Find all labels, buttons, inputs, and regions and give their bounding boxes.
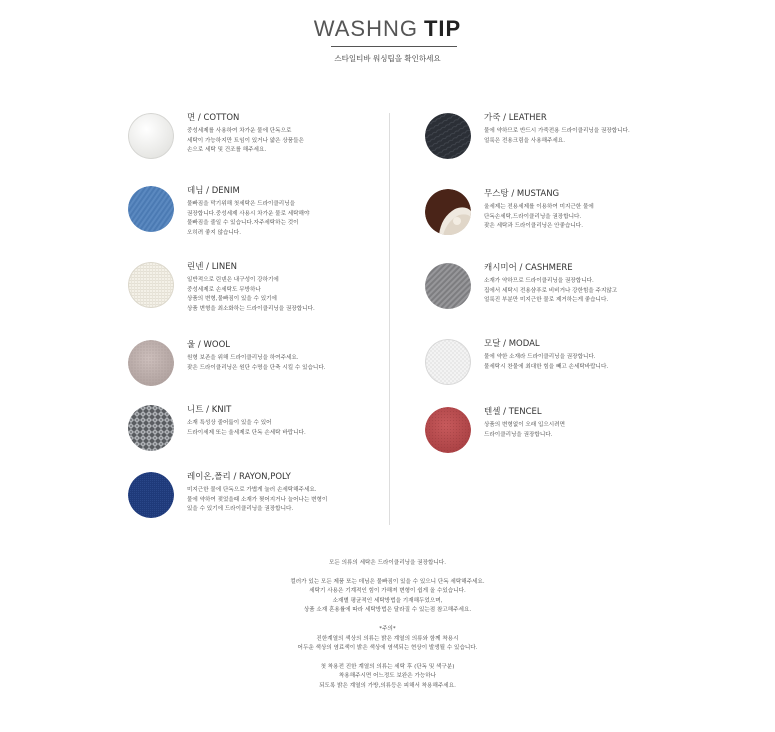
desc-line: 있을 수 있기에 드라이클리닝을 권장합니다. [187,506,294,512]
desc-line: 원형 보존을 위해 드라이클리닝을 하여주세요. [187,355,299,361]
washing-notes [0,559,775,701]
desc-line: 얼룩진 부분만 미지근한 물로 제거하는게 좋습니다. [484,297,609,303]
desc-line: 오히려 좋지 않습니다. [187,229,241,236]
title-light: WASHNG [313,16,418,41]
desc-line: 중성세제로 손세탁도 무방하나 [187,286,261,293]
tencel-swatch-icon [425,407,471,453]
notes-line: 상품 소재 혼용률에 따라 세탁방법은 달라질 수 있는점 참고해주세요. [303,607,472,614]
desc-line: 물에 약한 소재라 드라이클리닝을 권장합니다. [484,354,596,360]
notes-line: 진한계열의 색상의 의류는 밝은 계열의 의류와 함께 착용시 [316,635,459,642]
fabric-item-modal [425,339,685,399]
desc-line: 소재 특성상 줄어듦이 있을 수 있어 [187,420,272,426]
notes-line: 세탁기 사용은 기계적인 힘이 가해져 변형이 쉽게 올 수있습니다. [309,588,466,595]
page-title [0,16,775,42]
fabric-item-mustang [425,189,685,249]
linen-swatch-icon [128,262,174,308]
fabric-description [187,486,397,515]
desc-line: 집에서 세탁시 전용샴푸로 비비거나 강한힘을 주지않고 [484,287,618,294]
notes-paragraph [0,559,775,569]
desc-line: 일반적으로 린넨은 내구성이 강하기에 [187,277,279,283]
fabric-item-denim [128,186,388,246]
fabric-description [187,354,397,373]
cashmere-swatch-icon [425,263,471,309]
fabric-description [187,200,397,238]
fabric-name: 캐시미어 / CASHMERE [484,263,573,273]
notes-paragraph [0,663,775,692]
desc-line: 중성세제를 사용하여 차가운 물에 단독으로 [187,128,292,134]
fabric-item-knit [128,405,388,465]
notes-line: 첫 착용전 진한 계열의 의류는 세탁 후 (단독 및 색구분) [320,663,455,670]
notes-line: 되도록 밝은 계열의 가방,의류등은 피해서 착용해주세요. [319,682,456,689]
fabric-item-cotton [128,113,388,173]
fabric-description [484,277,694,306]
fabric-item-linen [128,262,388,322]
desc-line: 물에 약하므로 반드시 가죽전용 드라이클리닝을 권장합니다. [484,128,630,134]
notes-line: 어두운 색상의 염료색이 밝은 색상에 염색되는 현상이 발생될 수 있습니다. [297,645,478,652]
fabric-name: 텐셀 / TENCEL [484,407,542,417]
fabric-item-tencel [425,407,685,467]
mustang-swatch-icon [425,189,471,235]
fabric-name: 린넨 / LINEN [187,262,238,272]
desc-line: 세탁이 가능하지만 트임이 있거나 얇은 상품들은 [187,137,304,144]
desc-line: 미지근한 물에 단독으로 가볍게 눌러 손세탁해주세요. [187,487,317,493]
fabric-description [484,421,694,440]
desc-line: 상품의 변형,물빠짐이 있을 수 있기에 [187,296,277,302]
denim-swatch-icon [128,186,174,232]
fabric-name: 울 / WOOL [187,340,230,350]
fabric-name: 레이온,폴리 / RAYON,POLY [187,472,291,482]
desc-line: 울세제는 전용세제를 이용하여 미지근한 물에 [484,204,594,210]
notes-paragraph [0,625,775,654]
notes-line: 컬러가 있는 모든 제품 또는 데님은 물빠짐이 있을 수 있으니 단독 세탁해주세요. [290,578,485,585]
fabric-description [187,127,397,156]
desc-line: 물빠짐을 막기위해 첫세탁은 드라이클리닝을 [187,201,296,207]
desc-line: 상품 변형을 최소화하는 드라이클리닝을 권장합니다. [187,305,315,312]
fabric-name: 니트 / KNIT [187,405,232,415]
desc-line: 물에 약하여 젖었을때 소재가 찢어지거나 늘어나는 변형이 [187,496,328,503]
fabric-item-leather [425,113,685,173]
page-subtitle: 스타일티바 워싱팁을 확인하세요 [334,54,441,63]
desc-line: 손으로 세탁 및 건조를 해주세요. [187,147,267,153]
column-divider [389,113,390,525]
notes-line: 모든 의류의 세탁은 드라이클리닝을 권장합니다. [329,560,446,566]
desc-line: 권장합니다.중성세제 사용시 차가운 물로 세탁해야 [187,210,310,217]
cotton-swatch-icon [128,113,174,159]
desc-line: 단독손세탁,드라이클리닝을 권장합니다. [484,213,582,220]
notes-line: 착용해주시면 어느정도 보완은 가능하나 [338,673,437,680]
leather-swatch-icon [425,113,471,159]
fabric-description [484,203,694,232]
fabric-name: 모달 / MODAL [484,339,540,349]
notes-paragraph [0,578,775,616]
desc-line: 소재가 약하므로 드라이클리닝을 권장합니다. [484,278,594,284]
fabric-description [187,419,397,438]
fabric-item-wool [128,340,388,400]
modal-swatch-icon [425,339,471,385]
desc-line: 얼룩은 전용크림을 사용해주세요. [484,137,565,144]
fabric-name: 무스탕 / MUSTANG [484,189,560,199]
fabric-description [484,353,694,372]
desc-line: 드라이세제 또는 울세제로 단독 손세탁 바랍니다. [187,429,306,436]
rayon-poly-swatch-icon [128,472,174,518]
title-bold: TIP [423,16,462,41]
desc-line: 물세탁시 찬물에 최대한 힘을 빼고 손세탁바랍니다. [484,363,609,370]
fabric-item-rayon-poly [128,472,388,532]
fabric-item-cashmere [425,263,685,323]
fabric-description [187,276,397,314]
desc-line: 상품의 변형없이 오래 입으시려면 [484,422,565,428]
desc-line: 잦은 드라이클리닝은 원단 수명을 단축 시킬 수 있습니다. [187,364,326,371]
fabric-name: 가죽 / LEATHER [484,113,547,123]
wool-swatch-icon [128,340,174,386]
desc-line: 물빠짐을 줄일 수 있습니다.자주세탁하는 것이 [187,220,299,226]
desc-line: 드라이클리닝을 권장합니다. [484,431,553,438]
fabric-description [484,127,694,146]
desc-line: 잦은 세탁과 드라이클리닝은 안좋습니다. [484,223,583,229]
notes-line: *주의* [379,625,396,632]
notes-line: 소재별 평균적인 세탁방법을 기재해두었으며, [332,597,443,604]
knit-swatch-icon [128,405,174,451]
title-underline [331,46,457,47]
fabric-name: 면 / COTTON [187,113,240,123]
fabric-name: 데님 / DENIM [187,186,240,196]
